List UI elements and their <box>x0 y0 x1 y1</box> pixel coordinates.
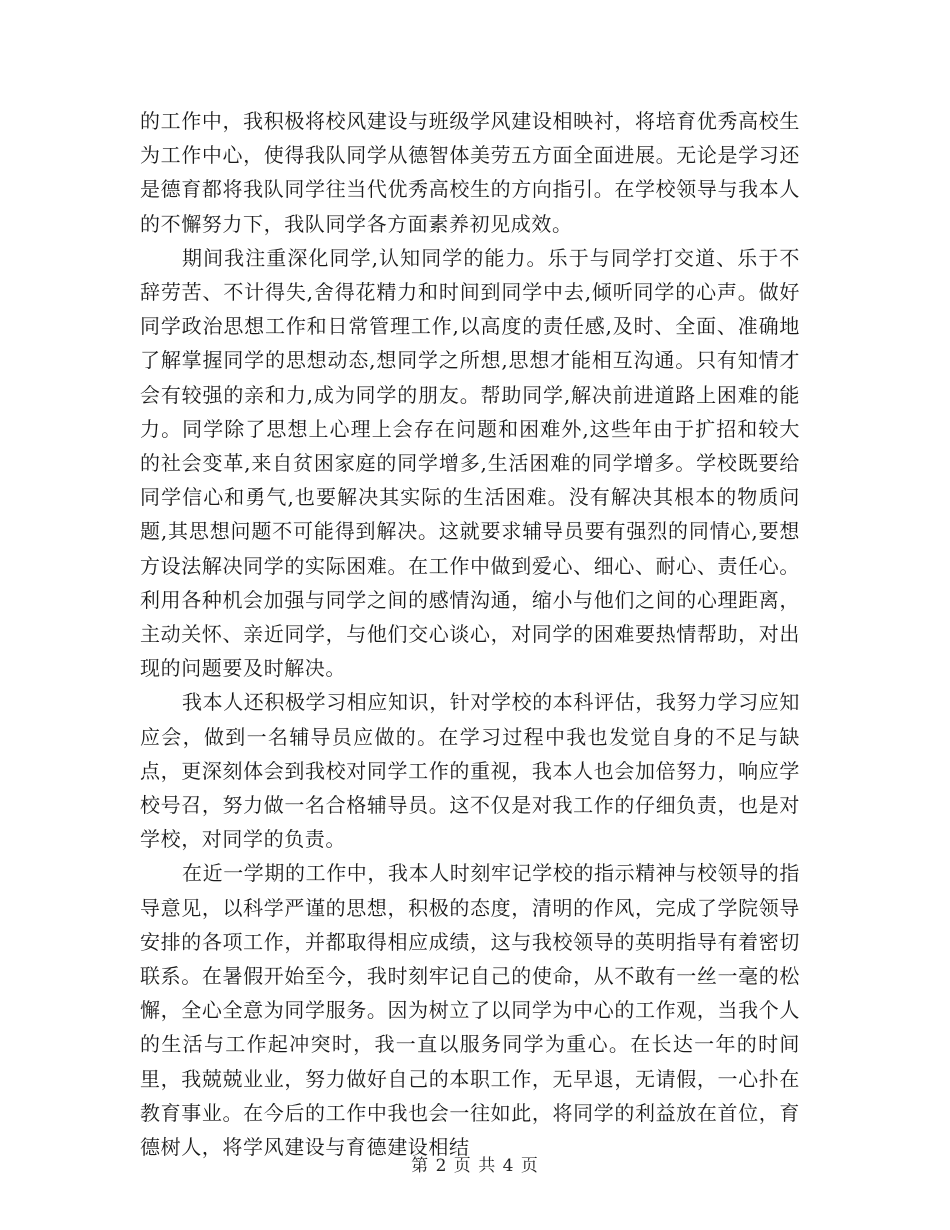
page-number-footer: 第 2 页 共 4 页 <box>411 1156 539 1176</box>
paragraph: 在近一学期的工作中，我本人时刻牢记学校的指示精神与校领导的指导意见，以科学严谨的思想，积极的态度，清明的作风，完成了学院领导安排的各项工作，并都取得相应成绩，这与我校领导的英明指导有着密切联系。在暑假开始至今，我时刻牢记自己的使命，从不敢有一丝一毫的松懈，全心全意为同学服务。因为树立了以同学为中心的工作观，当我个人的生活与工作起冲突时，我一直以服务同学为重心。在长达一年的时间里，我兢兢业业，努力做好自己的本职工作，无早退，无请假，一心扑在教育事业。在今后的工作中我也会一往如此，将同学的利益放在首位，育德树人，将学风建设与育德建设相结 <box>140 861 800 1160</box>
paragraph: 我本人还积极学习相应知识，针对学校的本科评估，我努力学习应知应会，做到一名辅导员应做的。在学习过程中我也发觉自身的不足与缺点，更深刻体会到我校对同学工作的重视，我本人也会加倍努力，响应学校号召，努力做一名合格辅导员。这不仅是对我工作的仔细负责，也是对学校，对同学的负责。 <box>140 690 800 852</box>
paragraph: 期间我注重深化同学,认知同学的能力。乐于与同学打交道、乐于不辞劳苦、不计得失,舍得花精力和时间到同学中去,倾听同学的心声。做好同学政治思想工作和日常管理工作,以高度的责任感,及时、全面、准确地了解掌握同学的思想动态,想同学之所想,思想才能相互沟通。只有知情才会有较强的亲和力,成为同学的朋友。帮助同学,解决前进道路上困难的能力。同学除了思想上心理上会存在问题和困难外,这些年由于扩招和较大的社会变革,来自贫困家庭的同学增多,生活困难的同学增多。学校既要给同学信心和勇气,也要解决其实际的生活困难。没有解决其根本的物质问题,其思想问题不可能得到解决。这就要求辅导员要有强烈的同情心,要想方设法解决同学的实际困难。在工作中做到爱心、细心、耐心、责任心。利用各种机会加强与同学之间的感情沟通，缩小与他们之间的心理距离，主动关怀、亲近同学，与他们交心谈心，对同学的困难要热情帮助，对出现的问题要及时解决。 <box>140 245 800 681</box>
document-body <box>140 104 800 1164</box>
paragraph-continuation: 的工作中，我积极将校风建设与班级学风建设相映衬，将培育优秀高校生为工作中心，使得我队同学从德智体美劳五方面全面进展。无论是学习还是德育都将我队同学往当代优秀高校生的方向指引。在学校领导与我本人的不懈努力下，我队同学各方面素养初见成效。 <box>140 109 800 236</box>
